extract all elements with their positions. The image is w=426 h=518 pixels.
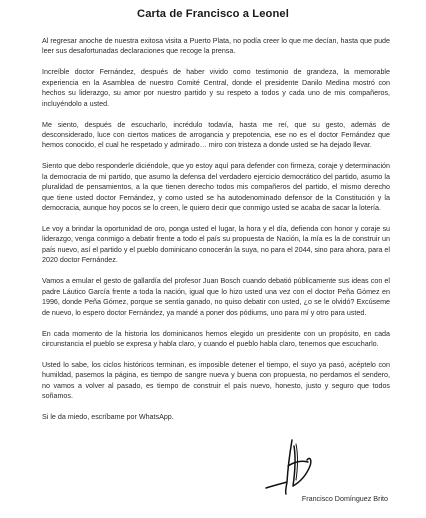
letter-paragraph: Le voy a brindar la oportunidad de oro, ponga usted el lugar, la hora y el día, defienda con honor y coraje su liderazgo, venga conmigo a debatir frente a todo el país su propuesta de Nación, la mía es la de construir un país nuevo, así el partido y el pueblo dominicano conocerán la suya, no para el 2044, sino para ahora, para el 2020 doctor Fernández.	[42, 225, 390, 265]
letter-paragraph: Increíble doctor Fernández, después de haber vivido como testimonio de grandeza, la memorable experiencia en la Asamblea de nuestro Comité Central, donde el presidente Danilo Medina mostró con hechos su liderazgo, su amor por nuestro partido y su respeto a todos y cada uno de mis compañeros, incluyéndolo a usted.	[42, 68, 390, 108]
letter-paragraph: Siento que debo responderle diciéndole, que yo estoy aquí para defender con firmeza, coraje y determinación la democracia de mi partido, que asumo la defensa del verdadero ejercicio democrático del partido, asumo la pluralidad de pensamientos, a la que tienen derecho todos mis compañeros del partido, el mismo derecho que tiene usted doctor Fernández, y como usted se ha autodenominado defensor de la Constitución y la democracia, aunque hoy pocos se lo creen, le quiero decir que conmigo usted se acaba de sacar la lotería.	[42, 162, 390, 213]
letter-paragraph: Usted lo sabe, los ciclos históricos terminan, es imposible detener el tiempo, el suyo ya pasó, acéptelo con humildad, pasemos la página, es tiempo de sangre nueva y buena con propuesta, no perdamos el sendero, no vamos a volver al pasado, es tiempo de construir el país nuevo, honesto, justo y seguro que todos soñamos.	[42, 360, 390, 401]
letter-paragraph: Al regresar anoche de nuestra exitosa visita a Puerto Plata, no podía creer lo que me decían, hasta que pude leer sus desafortunadas declaraciones que recoge la prensa.	[42, 37, 390, 56]
letter-title: Carta de Francisco a Leonel	[137, 8, 289, 20]
letter-paragraph: En cada momento de la historia los dominicanos hemos elegido un presidente con un propósito, en cada circunstancia el pueblo se expresa y habla claro, y cuando el pueblo habla claro, tenemos que escucharlo.	[42, 329, 390, 348]
letter-paragraph: Me siento, después de escucharlo, incrédulo todavía, hasta me reí, que su gesto, además de desconsiderado, luce con ciertos matices de arrogancia y prepotencia, ese no es el doctor Fernández que hemos conocido, el cual he respetado y admirado… miro con tristeza a donde usted se ha dejado llevar.	[42, 120, 390, 150]
handwritten-signature	[252, 436, 352, 498]
signer-name: Francisco Domínguez Brito	[301, 495, 388, 503]
letter-paragraph: Vamos a emular el gesto de gallardía del profesor Juan Bosch cuando debatió públicamente sus ideas con el padre Láutico García frente a toda la nación, igual que lo hizo usted una vez con el doctor Peña Gómez en 1996, donde Peña Gómez, porque se sentía ganado, no quiso debatir con usted, ¿o se le olvidó? Excúseme de nuevo, lo espero doctor Fernández, ya mandé a poner dos pódiums, uno para mí y otro para usted.	[42, 277, 390, 317]
letter-closing: Si le da miedo, escríbame por WhatsApp.	[42, 413, 174, 422]
letter-body	[42, 36, 390, 433]
